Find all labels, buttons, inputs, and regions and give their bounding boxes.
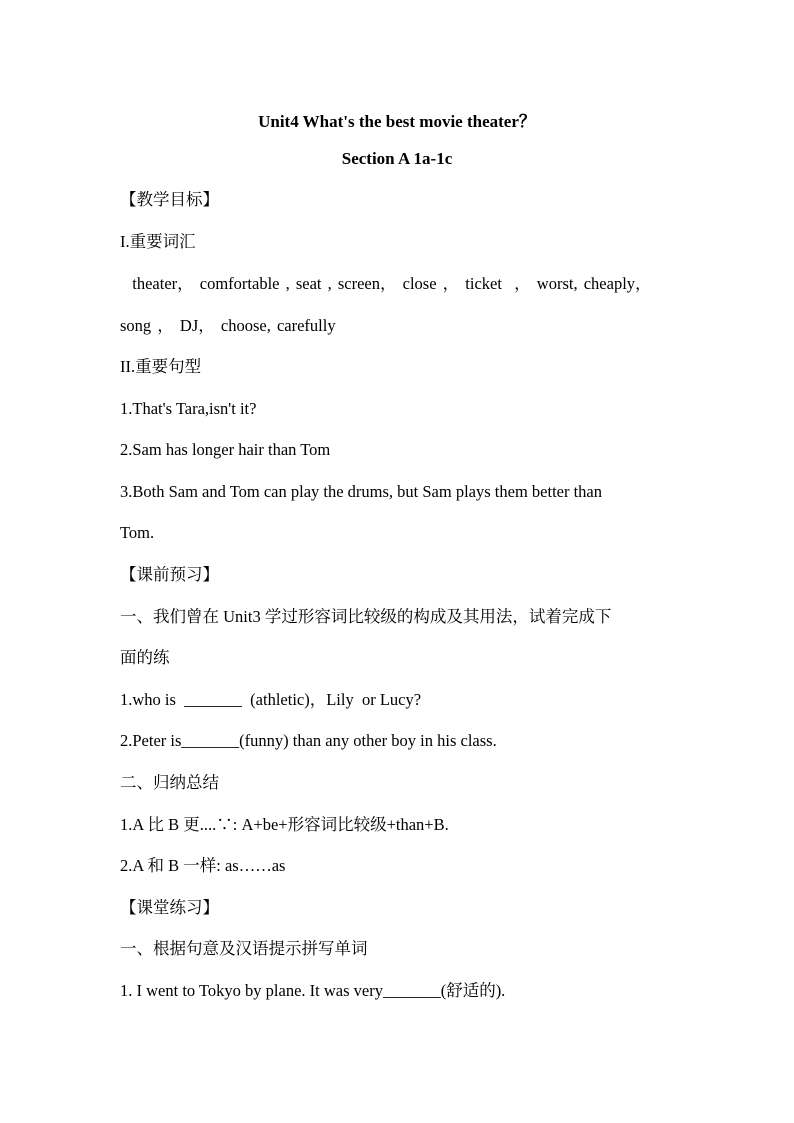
practice-instruction: 一、根据句意及汉语提示拼写单词 [120,939,368,958]
heading-key-vocabulary: I.重要词汇 [120,232,196,251]
preview-exercise-2: 2.Peter is_______(funny) than any other boy in his class. [120,731,497,750]
heading-summary: 二、归纳总结 [120,773,219,792]
sentence-3-line-1: 3.Both Sam and Tom can play the drums, but Sam plays them better than [120,482,603,501]
vocabulary-line-2: song ， DJ， choose, carefully [120,316,336,335]
summary-rule-1: 1.A 比 B 更....∵: A+be+形容词比较级+than+B. [120,815,449,834]
preview-instruction-line-1: 一、我们曾在 Unit3 学过形容词比较级的构成及其用法，试着完成下 [120,607,612,626]
section-subtitle: Section A 1a-1c [341,149,453,168]
heading-class-practice: 【课堂练习】 [120,898,219,917]
sentence-3-line-2: Tom. [120,523,155,542]
heading-teaching-goals: 【教学目标】 [120,190,219,209]
heading-preview: 【课前预习】 [120,565,219,584]
document-title: Unit4 What's the best movie theater？ [258,112,536,131]
sentence-1: 1.That's Tara,isn't it? [120,399,257,418]
preview-exercise-1: 1.who is _______ (athletic)，Lily or Lucy? [120,690,422,709]
sentence-2: 2.Sam has longer hair than Tom [120,440,331,459]
summary-rule-2: 2.A 和 B 一样: as……as [120,856,286,875]
practice-exercise-1: 1. I went to Tokyo by plane. It was very_______(舒适的). [120,981,506,1000]
heading-key-sentences: II.重要句型 [120,357,202,376]
vocabulary-line-1: theater， comfortable , seat , screen， close ， ticket ， worst, cheaply， [120,274,652,293]
preview-instruction-line-2: 面的练 [120,648,170,667]
